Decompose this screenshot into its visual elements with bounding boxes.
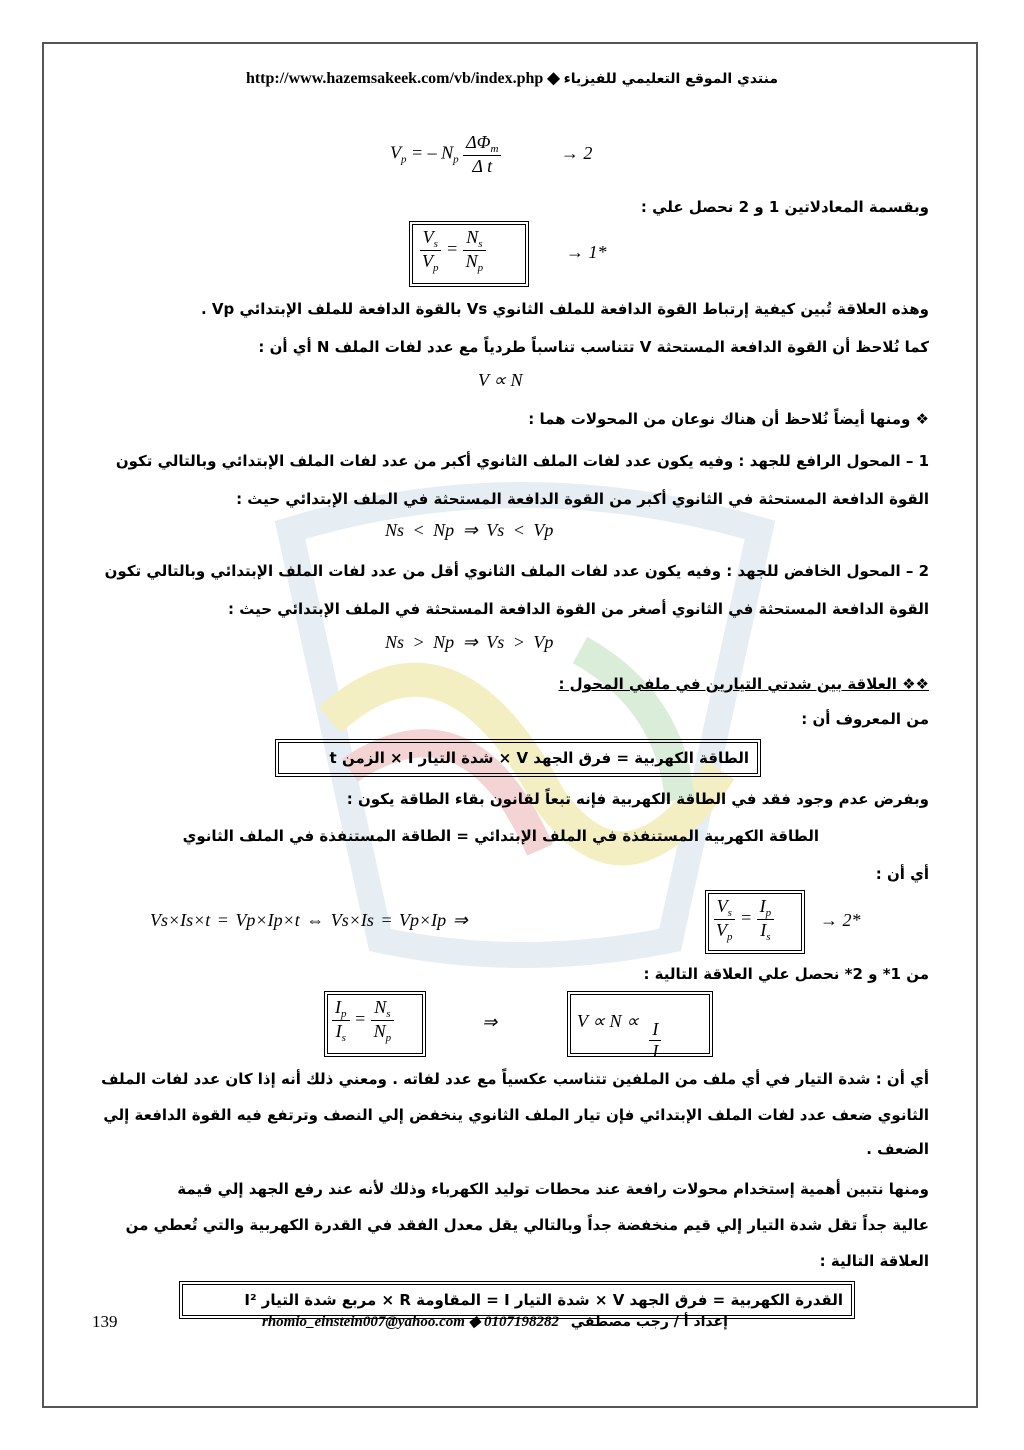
header-url[interactable]: http://www.hazemsakeek.com/vb/index.php: [245, 70, 544, 87]
equation-1-box: $\frac{V_s}{V_p}$ = $\frac{N_s}{N_p}$: [412, 224, 526, 284]
step-up-line-1: 1 – المحول الرافع للجهد : وفيه يكون عدد لفات الملف الثانوي أكبر من عدد لفات الملف الإبتدائي وبالتالي تكون: [115, 452, 929, 470]
equation-3-result-box: V ∝ N ∝ $\frac{I}{I}$: [570, 994, 710, 1054]
step-up-relation: Ns < Np ⇒ Vs < Vp: [385, 520, 554, 540]
page-header: [0, 68, 1024, 88]
section-heading-currents: ❖❖ العلاقة بين شدتي التيارين في ملفي المحول :: [558, 675, 929, 693]
step-down-relation: Ns > Np ⇒ Vs > Vp: [385, 632, 554, 652]
equation-vp: $V_p$ = – $N_p$ $\frac{\Delta\Phi_m}{\text{Δ t}}$ → 2: [390, 132, 593, 176]
paragraph-importance-1: ومنها نتبين أهمية إستخدام محولات رافعة عند محطات توليد الكهرباء وذلك لأنه عند رفع الجهد إلي قيمة: [177, 1180, 929, 1198]
equation-1-tag: → 1*: [566, 242, 607, 262]
paragraph-energy-equality: الطاقة الكهربية المستنفذة في الملف الإبتدائي = الطاقة المستنفذة في الملف الثانوي: [182, 827, 819, 845]
paragraph-that-is: أي أن :: [875, 865, 929, 883]
power-formula-box: القدرة الكهربية = فرق الجهد V × شدة التيار I = المقاومة R × مربع شدة التيار I²: [182, 1284, 852, 1316]
paragraph-known: من المعروف أن :: [801, 710, 929, 728]
paragraph-divide-equations: وبقسمة المعادلاتين 1 و 2 نحصل علي :: [640, 198, 929, 216]
header-title: منتدي الموقع التعليمي للفيزياء: [563, 71, 779, 87]
footer-author: إعداد أ / رجب مصطفي: [570, 1314, 728, 1330]
footer-contact: rhomio_einstein007@yahoo.com ◆ 0107198282 إعداد أ / رجب مصطفي: [262, 1314, 728, 1330]
paragraph-importance-3: العلاقة التالية :: [819, 1252, 929, 1270]
page-number: 139: [92, 1312, 118, 1331]
equation-2-tag: → 2*: [820, 910, 861, 930]
paragraph-no-loss: وبفرض عدم وجود فقد في الطاقة الكهربية فإنه تبعاً لقانون بقاء الطاقة يكون :: [346, 790, 929, 808]
equation-3-arrow: ⇒: [482, 1012, 498, 1032]
equation-v-prop-n: V ∝ N: [478, 370, 523, 390]
equation-2-chain: Vs×Is×t = Vp×Ip×t ⇔ Vs×Is = Vp×Ip ⇒: [150, 910, 468, 930]
energy-formula-box: الطاقة الكهربية = فرق الجهد V × شدة التيار I × الزمن t: [278, 742, 758, 774]
footer-email[interactable]: rhomio_einstein007@yahoo.com: [262, 1314, 465, 1330]
paragraph-two-types: ❖ ومنها أيضاً نُلاحظ أن هناك نوعان من المحولات هما :: [528, 410, 929, 428]
equation-3-box: $\frac{I_p}{I_s}$ = $\frac{N_s}{N_p}$: [327, 994, 423, 1054]
step-up-line-2: القوة الدافعة المستحثة في الثانوي أكبر من القوة الدافعة المستحثة في الملف الإبتدائي حيث :: [236, 490, 929, 508]
header-separator: ◆: [547, 70, 560, 87]
step-down-line-1: 2 – المحول الخافض للجهد : وفيه يكون عدد لفات الملف الثانوي أقل من عدد لفات الملف الإبتدائي وبالتالي تكون: [104, 562, 929, 580]
paragraph-importance-2: عالية جداً تقل شدة التيار إلي قيم منخفضة جداً وبالتالي يقل معدل الفقد في القدرة الكهربية والتي تُعطي من: [125, 1216, 929, 1234]
equation-2-box: $\frac{V_s}{V_p}$ = $\frac{I_p}{I_s}$: [708, 893, 802, 951]
paragraph-inverse-2: الثانوي ضعف عدد لفات الملف الإبتدائي فإن تيار الملف الثانوي ينخفض إلي النصف وترتفع فيه القوة الدافعة إلي: [103, 1106, 929, 1124]
paragraph-relation-meaning: وهذه العلاقة تُبين كيفية إرتباط القوة الدافعة للملف الثانوي Vs بالقوة الدافعة للملف الإبتدائي Vp .: [200, 300, 929, 318]
footer-phone: 0107198282: [483, 1314, 559, 1330]
step-down-line-2: القوة الدافعة المستحثة في الثانوي أصغر من القوة الدافعة المستحثة في الملف الإبتدائي حيث :: [227, 600, 929, 618]
paragraph-inverse-1: أي أن : شدة التيار في أي ملف من الملفين تتناسب عكسياً مع عدد لفاته . ومعني ذلك أنه إذا كان عدد لفات الملف: [101, 1070, 929, 1088]
paragraph-proportional: كما نُلاحظ أن القوة الدافعة المستحثة V تتناسب تناسباً طردياً مع عدد لفات الملف N أي أن :: [258, 338, 929, 356]
paragraph-inverse-3: الضعف .: [866, 1140, 929, 1158]
paragraph-combine: من 1* و 2* نحصل علي العلاقة التالية :: [643, 965, 929, 983]
